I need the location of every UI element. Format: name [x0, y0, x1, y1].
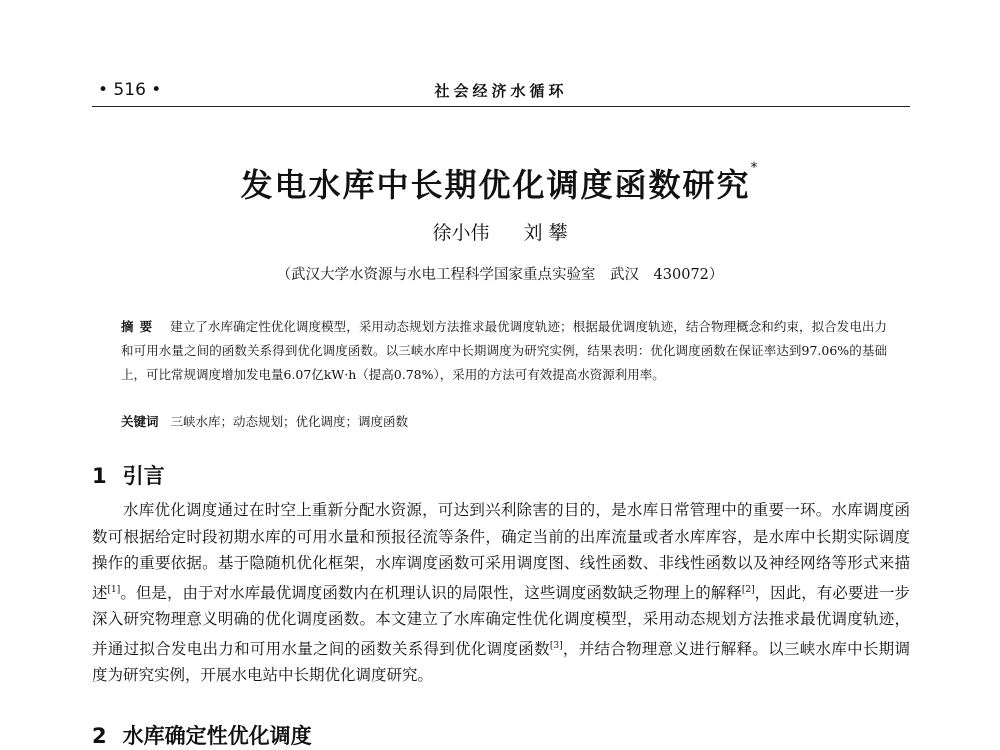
journal-section-title: 社会经济水循环 [434, 82, 568, 100]
author-list [0, 218, 1000, 245]
section-number: 1 [92, 464, 107, 488]
abstract [121, 315, 887, 387]
body-text-part: ，因此，有必要进一步深入研究物理意义明确的优化调度函数。本文建立了水库确定性优化调度模型，采用动态规划方法推求最优调度轨迹，并通过拟合发电出力和可用水量之间的函数关系得到优化调度函数 [92, 583, 910, 658]
keywords-label: 关键词 [121, 414, 159, 429]
paper-title-text: 发电水库中长期优化调度函数研究 [240, 166, 751, 204]
abstract-label: 摘要 [121, 319, 159, 334]
abstract-text: 建立了水库确定性优化调度模型，采用动态规划方法推求最优调度轨迹；根据最优调度轨迹，结合物理概念和约束，拟合发电出力和可用水量之间的函数关系得到优化调度函数。以三峡水库中长期调度为研究实例，结果表明：优化调度函数在保证率达到97.06%的基础上，可比常规调度增加发电量6.07亿kW·h（提高0.78%），采用的方法可有效提高水资源利用率。 [121, 319, 887, 382]
keywords-text: 三峡水库；动态规划；优化调度；调度函数 [170, 414, 409, 429]
section-number: 2 [92, 724, 107, 748]
citation: [2] [741, 584, 755, 595]
section-title: 引言 [122, 464, 165, 488]
body-text-part: ，并结合物理意义进行解释。以三峡水库中长期调度为研究实例，开展水电站中长期优化调度研究。 [92, 639, 910, 685]
author-name: 徐小伟 [432, 222, 490, 244]
affiliation: （武汉大学水资源与水电工程科学国家重点实验室 武汉 430072） [276, 267, 724, 283]
section-title: 水库确定性优化调度 [122, 724, 312, 748]
author-name: 刘 攀 [523, 222, 568, 244]
section-heading [92, 720, 312, 750]
body-text-part: 水库优化调度通过在时空上重新分配水资源，可达到兴利除害的目的，是水库日常管理中的重要一环。水库调度函数可根据给定时段初期水库的可用水量和预报径流等条件，确定当前的出库流量或者水库库容，是水库中长期实际调度操作的重要依据。基于隐随机优化框架，水库调度函数可采用调度图、线性函数、非线性函数以及神经网络等形式来描述 [92, 501, 910, 602]
title-footnote-mark: * [750, 160, 760, 176]
citation: [3] [549, 640, 563, 651]
citation: [1] [107, 584, 121, 595]
paper-title [0, 160, 1000, 206]
running-header [92, 80, 910, 107]
page-number: • 516 • [98, 80, 162, 100]
body-text-part: 。但是，由于对水库最优调度函数内在机理认识的局限性，这些调度函数缺乏物理上的解释 [120, 583, 742, 602]
keywords [121, 412, 887, 430]
body-paragraph [92, 497, 910, 689]
section-heading [92, 460, 165, 490]
